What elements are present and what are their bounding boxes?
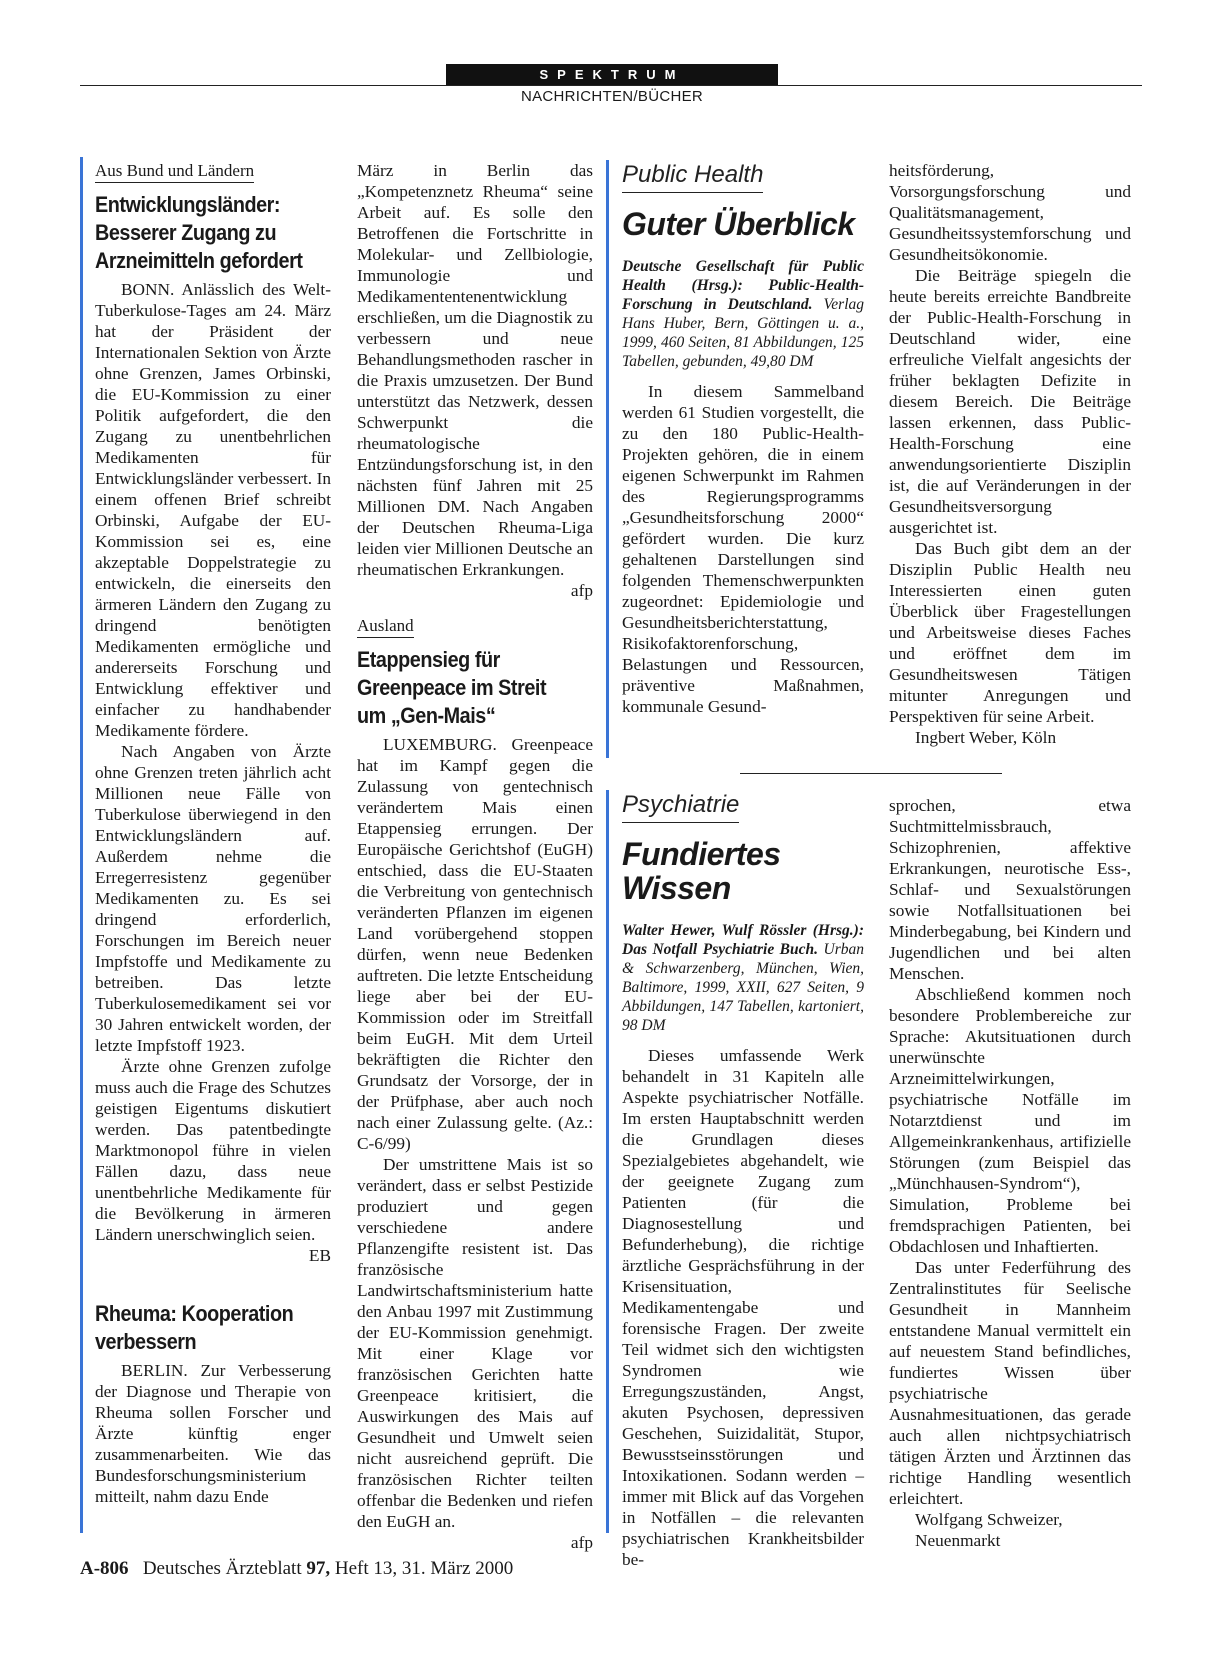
issue-date: Heft 13, 31. März 2000 [334, 1558, 514, 1579]
kicker-ausland: Ausland [357, 615, 414, 638]
review-paragraph: In diesem Sammelband werden 61 Studien vorgestellt, die zu den 180 Public-Health-Projekten gehören, die in einem eigenen Schwerpunkt im Rahmen des Regierungsprogramms „Gesundheitsforschung 2000“ gefördert wurden. Die kurz gehaltenen Darstellungen sind folgenden Themenschwerpunkten zugeordnet: Epidemiologie und Gesundheitsberichterstattung, Risikofaktorenforschung, Belastungen und Ressourcen, präventive Maßnahmen, kommunale Gesund- [622, 382, 864, 716]
kicker-bund-laender: Aus Bund und Ländern [95, 160, 254, 183]
kicker-public-health: Public Health [622, 160, 763, 193]
column-1 [95, 160, 331, 1507]
review-divider [740, 773, 1002, 774]
book-reference: Deutsche Gesellschaft für Public Health (Hrsg.): Public-Health-Forschung in Deutschland. Verlag Hans Huber, Bern, Göttingen u. a., 1999, 460 Seiten, 81 Abbildungen, 125 Tabellen, gebunden, 49,80 DM [622, 258, 865, 370]
article-paragraph: März in Berlin das „Kompetenznetz Rheuma“ seine Arbeit auf. Es solle den Betroffenen die Fortschritte in Molekular- und Zellbiologie, Immunologie und Medikamententenentwicklung erschließen, um die Diagnostik zu verbessern und neue Behandlungsmethoden rascher in die Praxis umzusetzen. Der Bund unterstützt das Netzwerk, dessen Schwerpunkt die rheumatologische Entzündungsforschung ist, in den nächsten fünf Jahren mit 25 Millionen DM. Nach Angaben der Deutschen Rheuma-Liga leiden vier Millionen Deutsche an rheumatischen Erkrankungen. [357, 161, 593, 579]
article-paragraph: Nach Angaben von Ärzte ohne Grenzen treten jährlich acht Millionen neue Fälle von Tuberkulose überwiegend in den Entwicklungsländern auf. Außerdem nehme die Erregerresistenz gegenüber Medikamenten zu. Es sei dringend erforderlich, Forschungen im Bereich neuer Impfstoffe und Medikamente zu betreiben. Das letzte Tuberkulosemedikament sei vor 30 Jahren entwickelt worden, der letzte Impfstoff 1923. [95, 742, 331, 1055]
review-author: Ingbert Weber, Köln [915, 728, 1057, 747]
volume: 97, [306, 1558, 331, 1579]
signoff-afp: afp [570, 1533, 593, 1552]
article-paragraph: Ärzte ohne Grenzen zufolge muss auch die Frage des Schutzes geistigen Eigentums diskutiert werden. Das patentbedingte Marktmonopol führe in vielen Fällen dazu, dass neue unentbehrliche Medikamente für die Bevölkerung in ärmeren Ländern unerschwinglich seien. [95, 1057, 331, 1244]
kicker-psychiatrie: Psychiatrie [622, 790, 739, 823]
section-banner: SPEKTRUM [446, 64, 778, 85]
review-public-health-right [889, 160, 1131, 748]
accent-bar-review2 [606, 790, 609, 1533]
accent-bar-review1 [606, 160, 609, 758]
review-paragraph: Die Beiträge spiegeln die heute bereits erreichte Bandbreite der Public-Health-Forschung in Deutschland wider, eine erfreuliche Vielfalt angesichts der früher beklagten Defizite in diesem Bereich. Die Beiträge lassen erkennen, dass Public-Health-Forschung eine anwendungsorientierte Disziplin ist, die auf Veränderungen in der Gesundheitsversorgung ausgerichtet ist. [889, 266, 1131, 537]
review-author-place: Neuenmarkt [915, 1531, 1001, 1550]
page-number: A-806 [80, 1558, 129, 1579]
review-public-health-left [622, 160, 864, 717]
review-author: Wolfgang Schweizer, [915, 1510, 1063, 1529]
article-paragraph: LUXEMBURG. Greenpeace hat im Kampf gegen die Zulassung von gentechnisch verändertem Mais einen Etappensieg errungen. Der Europäische Gerichtshof (EuGH) entschied, dass die EU-Staaten die Verbreitung von gentechnisch veränderten Pflanzen im eigenen Land vorübergehend stoppen dürfen, wenn neue Bedenken auftreten. Die letzte Entscheidung liege aber bei der EU-Kommission oder im Streitfall beim EuGH. Mit dem Urteil bekräftigten die Richter den Grundsatz der Vorsorge, der in der Prüfphase, aber auch noch nach einer Zulassung gelte. (Az.: C-6/99) [357, 735, 593, 1153]
review-paragraph: Abschließend kommen noch besondere Problembereiche zur Sprache: Akutsituationen durch unerwünschte Arzneimittelwirkungen, psychiatrische Notfälle im Notarztdienst und im Allgemeinkrankenhaus, artifizielle Störungen (zum Beispiel das „Münchhausen-Syndrom“), Simulation, Probleme bei fremdsprachigen Patienten, bei Obdachlosen und Inhaftierten. [889, 985, 1131, 1256]
headline-entwicklungslaender: Entwicklungsländer: Besserer Zugang zu Arzneimitteln gefordert [95, 192, 303, 273]
signoff-eb: EB [308, 1246, 331, 1265]
page-footer [80, 1558, 513, 1580]
column-2 [357, 160, 593, 1553]
headline-guter-ueberblick: Guter Überblick [622, 206, 855, 242]
review-paragraph: Das Buch gibt dem an der Disziplin Public Health neu Interessierten einen guten Überblick über Fragestellungen und Arbeitsweise dieses Faches und eröffnet dem im Gesundheitswesen Tätigen mitunter Anregungen und Perspektiven für seine Arbeit. [889, 539, 1131, 726]
book-reference: Walter Hewer, Wulf Rössler (Hrsg.): Das Notfall Psychiatrie Buch. Urban & Schwarzenberg, München, Wien, Baltimore, 1999, XXII, 627 Seiten, 9 Abbildungen, 147 Tabellen, kartoniert, 98 DM [622, 922, 864, 1034]
review-paragraph: Das unter Federführung des Zentralinstitutes für Seelische Gesundheit in Mannheim entstandene Manual vermittelt ein auf neuestem Stand befindliches, fundiertes Wissen über psychiatrische Ausnahmesituationen, das gerade auch allen nichtpsychiatrisch tätigen Ärzten und Ärztinnen das richtige Handling wesentlich erleichtert. [889, 1258, 1131, 1508]
headline-etappensieg: Etappensieg für Greenpeace im Streit um „Gen-Mais“ [357, 647, 547, 728]
signoff-afp: afp [570, 581, 593, 600]
header-rule [80, 85, 1142, 86]
review-paragraph: Dieses umfassende Werk behandelt in 31 Kapiteln alle Aspekte psychiatrischer Notfälle. Im ersten Hauptabschnitt werden die Grundlagen dieses Spezialgebietes abgehandelt, wie der geeignete Zugang zum Patienten (für die Diagnosestellung und Befunderhebung), die richtige ärztliche Gesprächsführung in der Krisensituation, Medikamentengabe und forensische Fragen. Der zweite Teil widmet sich den wichtigsten Syndromen wie Erregungszuständen, Angst, akuten Psychosen, depressiven Geschehen, Suizidalität, Stupor, Bewusstseinsstörungen und Intoxikationen. Sodann werden – immer mit Blick auf das Vorgehen in Notfällen – die relevanten psychiatrischen Krankheitsbilder be- [622, 1046, 864, 1569]
article-paragraph: BONN. Anlässlich des Welt-Tuberkulose-Tages am 24. März hat der Präsident der Internationalen Sektion von Ärzte ohne Grenzen, James Orbinski, die EU-Kommission zu einer Politik aufgefordert, die den Zugang zu unentbehrlichen Medikamenten für Entwicklungsländer verbessert. In einem offenen Brief schreibt Orbinski, Aufgabe der EU-Kommission sei es, eine akzeptable Doppelstrategie zu entwickeln, die einerseits den ärmeren Ländern den Zugang zu dringend benötigten Medikamenten ermögliche und andererseits Forschung und Entwicklung effektiver und einfacher zu handhabender Medikamente fördere. [95, 280, 331, 740]
article-paragraph: BERLIN. Zur Verbesserung der Diagnose und Therapie von Rheuma sollen Forscher und Ärzte künftig enger zusammenarbeiten. Wie das Bundesforschungsministerium mitteilt, nahm dazu Ende [95, 1361, 331, 1506]
journal-name: Deutsches Ärzteblatt [142, 1558, 302, 1579]
subsection-label: NACHRICHTEN/BÜCHER [520, 88, 704, 105]
review-paragraph: sprochen, etwa Suchtmittelmissbrauch, Schizophrenien, affektive Erkrankungen, neurotische Ess-, Schlaf- und Sexualstörungen sowie Notfallsituationen bei Minderbegabung, bei Kindern und Jugendlichen und bei alten Menschen. [889, 796, 1131, 983]
headline-rheuma: Rheuma: Kooperation verbessern [95, 1301, 294, 1354]
review-psychiatrie-right [889, 795, 1131, 1551]
article-paragraph: Der umstrittene Mais ist so verändert, dass er selbst Pestizide produziert und gegen verschiedene andere Pflanzengifte resistent ist. Das französische Landwirtschaftsministerium hatte den Anbau 1997 mit Zustimmung der EU-Kommission genehmigt. Mit einer Klage vor französischen Gerichten hatte Greenpeace kritisiert, die Auswirkungen des Mais auf Gesundheit und Umwelt seien nicht ausreichend geprüft. Die französischen Richter teilten offenbar die Bedenken und riefen den EuGH an. [357, 1155, 593, 1531]
headline-fundiertes-wissen: Fundiertes Wissen [622, 836, 781, 906]
review-psychiatrie-left [622, 790, 864, 1570]
review-paragraph: heitsförderung, Vorsorgungsforschung und Qualitätsmanagement, Gesundheitssystemforschung und Gesundheitsökonomie. [889, 161, 1131, 264]
accent-bar-left [80, 157, 83, 1533]
